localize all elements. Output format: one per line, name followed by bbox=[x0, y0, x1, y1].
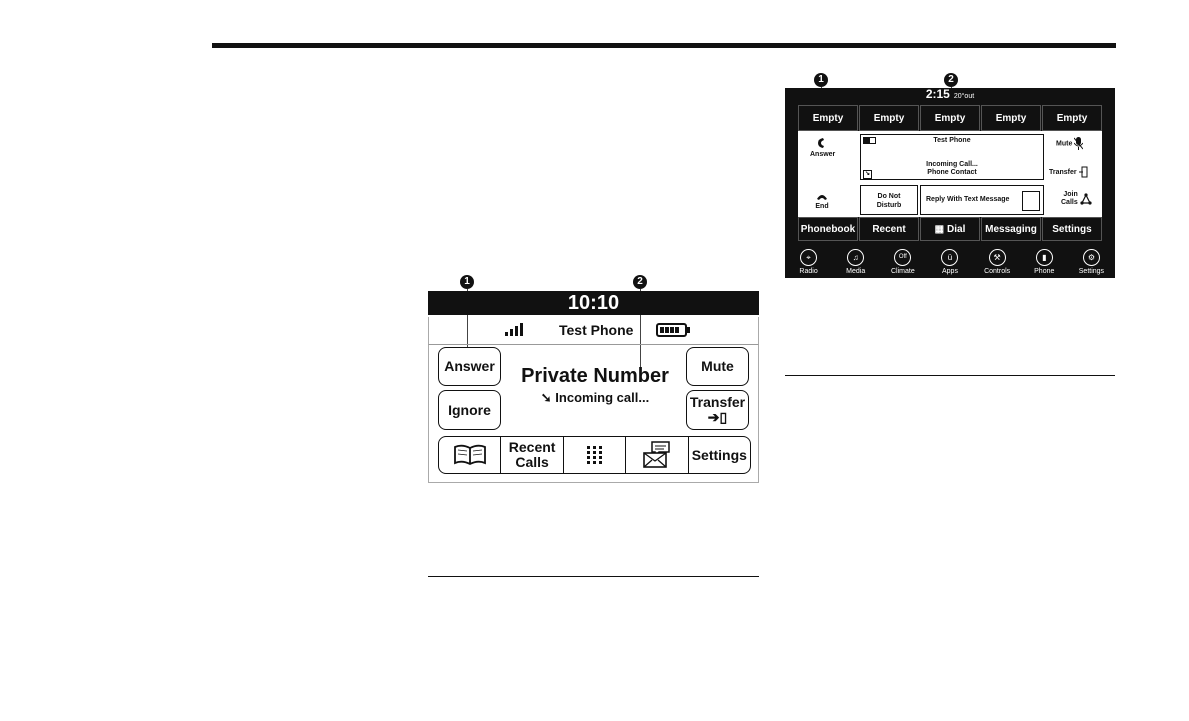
status-bar bbox=[785, 88, 1115, 101]
climate-icon: Off bbox=[894, 249, 911, 266]
reply-checkbox[interactable] bbox=[1022, 191, 1040, 211]
recent-calls-label: Recent bbox=[508, 439, 556, 455]
dock-label: Climate bbox=[890, 268, 915, 275]
battery-icon bbox=[656, 323, 687, 337]
phonebook-icon bbox=[453, 444, 487, 466]
join-calls-button[interactable] bbox=[1061, 191, 1092, 207]
main-menu-dock bbox=[785, 246, 1115, 278]
keypad-icon bbox=[587, 446, 603, 464]
recent-calls-button[interactable] bbox=[501, 437, 563, 473]
callout-1: 1 bbox=[814, 73, 828, 87]
incoming-call-icon: ↘ bbox=[864, 171, 871, 177]
settings-button[interactable]: Settings bbox=[691, 446, 747, 463]
phone-nav-bar bbox=[438, 436, 751, 474]
favorite-slot[interactable]: Empty bbox=[981, 105, 1041, 131]
favorites-row bbox=[798, 105, 1102, 131]
end-label: End bbox=[815, 203, 829, 210]
phonebook-button[interactable]: Phonebook bbox=[798, 217, 858, 241]
answer-button[interactable] bbox=[810, 137, 836, 158]
dock-media[interactable] bbox=[832, 246, 879, 278]
phone-icon: ▮ bbox=[1036, 249, 1053, 266]
settings-icon: ⚙ bbox=[1083, 249, 1100, 266]
dock-controls[interactable] bbox=[974, 246, 1021, 278]
section-rule bbox=[428, 576, 759, 577]
end-call-icon bbox=[816, 193, 828, 201]
dock-label: Media bbox=[846, 268, 866, 275]
dock-settings[interactable] bbox=[1068, 246, 1115, 278]
messaging-button[interactable] bbox=[626, 437, 688, 473]
call-panel bbox=[798, 131, 1102, 217]
call-status: Incoming Call... bbox=[926, 161, 978, 168]
phonebook-button[interactable] bbox=[439, 437, 501, 473]
messaging-icon bbox=[642, 441, 672, 469]
favorite-slot[interactable]: Empty bbox=[859, 105, 919, 131]
section-rule bbox=[785, 375, 1115, 376]
callout-1: 1 bbox=[460, 275, 474, 289]
recent-calls-label-2: Calls bbox=[515, 454, 549, 470]
dock-label: Settings bbox=[1078, 268, 1105, 275]
dial-icon: ▦ bbox=[934, 223, 945, 235]
dial-button[interactable] bbox=[920, 217, 980, 241]
answer-phone-icon bbox=[816, 137, 826, 149]
keypad-button[interactable] bbox=[564, 437, 626, 473]
phone-name: Test Phone bbox=[933, 137, 971, 144]
recent-button[interactable]: Recent bbox=[859, 217, 919, 241]
caller-info bbox=[860, 134, 1044, 180]
status-bar bbox=[428, 317, 759, 345]
join-calls-icon bbox=[1080, 193, 1092, 205]
transfer-button[interactable] bbox=[1049, 166, 1088, 178]
phone-nav-bar bbox=[798, 217, 1102, 241]
join-calls-label-2: Calls bbox=[1061, 199, 1078, 206]
answer-button[interactable]: Answer bbox=[438, 347, 501, 386]
mute-label: Mute bbox=[1056, 140, 1073, 148]
dial-label: Dial bbox=[947, 223, 966, 235]
dock-radio[interactable] bbox=[785, 246, 832, 278]
reply-text-button[interactable] bbox=[920, 185, 1044, 215]
phone-name: Test Phone bbox=[559, 322, 634, 338]
dock-label: Controls bbox=[984, 268, 1011, 275]
media-icon: ♫ bbox=[847, 249, 864, 266]
favorite-slot[interactable]: Empty bbox=[798, 105, 858, 131]
caller-name: Private Number bbox=[521, 365, 669, 387]
transfer-label: Transfer bbox=[1049, 168, 1077, 176]
outside-temp: 20°out bbox=[953, 93, 975, 100]
contact-name: Phone Contact bbox=[927, 169, 977, 176]
clock: 2:15 bbox=[925, 87, 950, 101]
messaging-button[interactable]: Messaging bbox=[981, 217, 1041, 241]
mute-button[interactable] bbox=[1056, 137, 1083, 150]
reply-label: Reply With Text Message bbox=[926, 196, 1010, 203]
join-calls-label: Join bbox=[1063, 191, 1078, 198]
call-panel bbox=[428, 345, 759, 483]
mute-mic-icon bbox=[1074, 137, 1083, 150]
dock-label: Apps bbox=[942, 268, 958, 275]
uconnect4-phone-screen bbox=[428, 291, 759, 483]
transfer-label: Transfer bbox=[689, 394, 746, 410]
dock-label: Radio bbox=[799, 268, 818, 275]
apps-icon: ü bbox=[941, 249, 958, 266]
settings-button[interactable]: Settings bbox=[1042, 217, 1102, 241]
top-rule bbox=[212, 43, 1116, 48]
dock-apps[interactable] bbox=[926, 246, 973, 278]
mute-button[interactable]: Mute bbox=[686, 347, 749, 386]
dock-climate[interactable] bbox=[879, 246, 926, 278]
transfer-icon: ➔▯ bbox=[707, 409, 728, 425]
callout-2: 2 bbox=[633, 275, 647, 289]
do-not-disturb-button[interactable] bbox=[860, 185, 918, 215]
dock-phone[interactable] bbox=[1021, 246, 1068, 278]
ignore-button[interactable]: Ignore bbox=[438, 390, 501, 430]
answer-label: Answer bbox=[810, 151, 836, 158]
callout-2: 2 bbox=[944, 73, 958, 87]
transfer-icon bbox=[1079, 166, 1088, 178]
favorite-slot[interactable]: Empty bbox=[1042, 105, 1102, 131]
dnd-label-2: Disturb bbox=[876, 202, 902, 209]
dnd-label: Do Not bbox=[877, 193, 901, 200]
radio-icon: ⌖ bbox=[800, 249, 817, 266]
dock-label: Phone bbox=[1034, 268, 1055, 275]
uconnect4c-phone-screen bbox=[785, 88, 1115, 278]
call-status: ➘ Incoming call... bbox=[540, 390, 650, 405]
signal-icon bbox=[505, 323, 523, 336]
clock: 10:10 bbox=[428, 291, 759, 315]
controls-icon: ⚒ bbox=[989, 249, 1006, 266]
favorite-slot[interactable]: Empty bbox=[920, 105, 980, 131]
end-button[interactable] bbox=[813, 193, 831, 210]
transfer-button[interactable] bbox=[686, 390, 749, 430]
